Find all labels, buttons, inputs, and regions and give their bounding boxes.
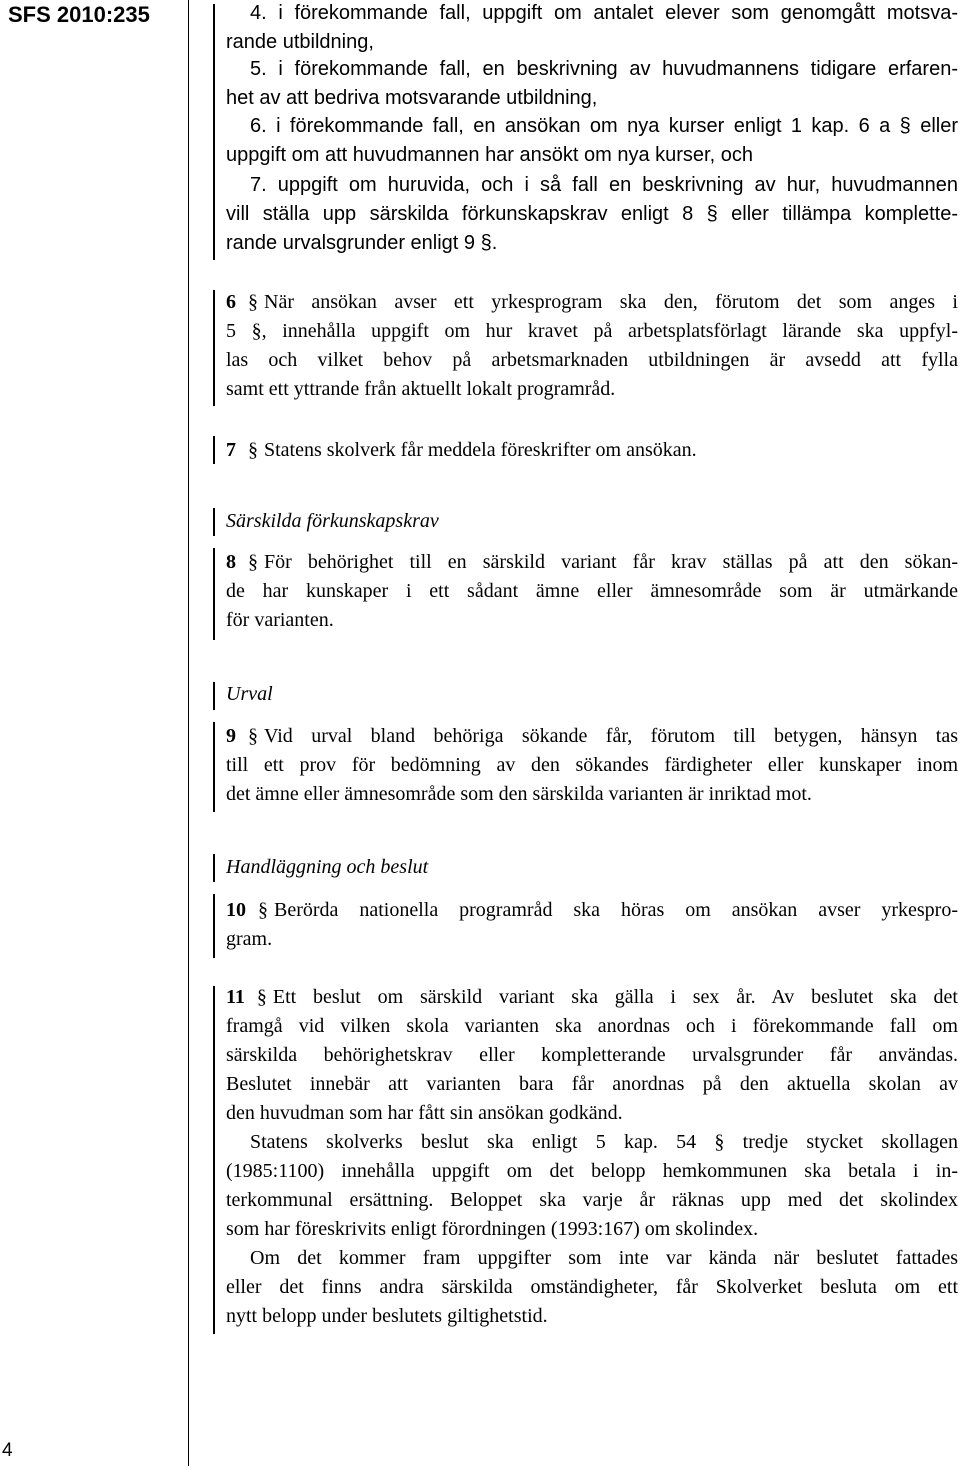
change-bar: [213, 682, 215, 710]
text-line: samt ett yttrande från aktuellt lokalt programråd.: [226, 378, 616, 400]
heading-text: Särskilda förkunskapskrav: [226, 510, 439, 532]
change-bar: [213, 436, 215, 464]
text-line: de har kunskaper i ett sådant ämne eller ämnesområde som är utmärkande: [226, 580, 958, 602]
text-line: 4. i förekommande fall, uppgift om antalet elever som genomgått motsva-: [250, 2, 958, 24]
paragraph-7: [226, 436, 958, 465]
paragraph-first-line: [226, 436, 958, 465]
text-line: för varianten.: [226, 609, 334, 631]
change-bar: [213, 722, 215, 812]
change-bar: [213, 508, 215, 536]
text-line: särskilda behörighetskrav eller kompletterande urvalsgrunder får användas.: [226, 1044, 958, 1066]
paragraph-8: [226, 548, 958, 635]
text-line: 5 §, innehålla uppgift om hur kravet på arbetsplatsförlagt lärande ska uppfyl-: [226, 320, 958, 342]
text-line: vill ställa upp särskilda förkunskapskrav enligt 8 § eller tillämpa komplette-: [226, 203, 958, 225]
paragraph-number: 11: [226, 986, 245, 1008]
paragraph-first-line: [226, 722, 958, 751]
text-line: 6. i förekommande fall, en ansökan om nya kurser enligt 1 kap. 6 a § eller: [250, 115, 958, 137]
sfs-number: SFS 2010:235: [8, 2, 150, 27]
paragraph-11: [226, 983, 958, 1331]
text-line: Statens skolverks beslut ska enligt 5 kap. 54 § tredje stycket skollagen: [250, 1131, 958, 1153]
text-line: till ett prov för bedömning av den sökandes färdigheter eller kunskaper inom: [226, 754, 958, 776]
paragraph-text: Vid urval bland behöriga sökande får, förutom till betygen, hänsyn tas: [264, 725, 958, 747]
section-symbol: §: [248, 439, 258, 461]
change-bar: [213, 4, 215, 260]
text-line: 5. i förekommande fall, en beskrivning av huvudmannens tidigare erfaren-: [250, 58, 958, 80]
paragraph-number: 6: [226, 291, 236, 313]
paragraph-text: Ett beslut om särskild variant ska gälla i sex år. Av beslutet ska det: [272, 986, 958, 1008]
section-symbol: §: [248, 551, 258, 573]
section-heading: [226, 853, 958, 882]
paragraph-text: För behörighet till en särskild variant får krav ställas på att den sökan-: [264, 551, 958, 573]
section-symbol: §: [248, 291, 258, 313]
paragraph-first-line: [226, 896, 958, 925]
change-bar: [213, 290, 215, 406]
text-line: den huvudman som har fått sin ansökan godkänd.: [226, 1102, 623, 1124]
sfs-column: [0, 0, 189, 1466]
section-symbol: §: [248, 725, 258, 747]
heading-text: Handläggning och beslut: [226, 856, 429, 878]
paragraph-number: 9: [226, 725, 236, 747]
paragraph-text: När ansökan avser ett yrkesprogram ska den, förutom det som anges i: [264, 291, 958, 313]
list-item: [226, 112, 958, 170]
text-line: Om det kommer fram uppgifter som inte var kända när beslutet fattades: [250, 1247, 958, 1269]
text-line: uppgift om att huvudmannen har ansökt om nya kurser, och: [226, 144, 753, 166]
change-bar: [213, 548, 215, 640]
text-line: rande utbildning,: [226, 31, 374, 53]
section-symbol: §: [256, 986, 267, 1008]
list-item: [226, 171, 958, 258]
paragraph-6: [226, 288, 958, 404]
text-line: (1985:1100) innehålla uppgift om det belopp hemkommunen ska betala i in-: [226, 1160, 958, 1182]
change-bar: [213, 894, 215, 958]
paragraph-9: [226, 722, 958, 809]
text-line: Beslutet innebär att varianten bara får anordnas på den aktuella skolan av: [226, 1073, 958, 1095]
section-heading: [226, 507, 958, 536]
paragraph-first-line: [226, 983, 958, 1012]
text-line: framgå vid vilken skola varianten ska anordnas och i förekommande fall om: [226, 1015, 958, 1037]
text-line: het av att bedriva motsvarande utbildning,: [226, 87, 598, 109]
text-line: 7. uppgift om huruvida, och i så fall en beskrivning av hur, huvudmannen: [250, 174, 958, 196]
paragraph-text: Statens skolverk får meddela föreskrifter om ansökan.: [264, 439, 697, 461]
paragraph-number: 10: [226, 899, 246, 921]
paragraph-10: [226, 896, 958, 954]
list-item: [226, 55, 958, 113]
paragraph-number: 8: [226, 551, 236, 573]
text-line: las och vilket behov på arbetsmarknaden utbildningen är avsedd att fylla: [226, 349, 958, 371]
change-bar: [213, 986, 215, 1334]
paragraph-number: 7: [226, 439, 236, 461]
text-line: eller det finns andra särskilda omständigheter, får Skolverket besluta om ett: [226, 1276, 958, 1298]
text-line: nytt belopp under beslutets giltighetstid.: [226, 1305, 548, 1327]
text-line: terkommunal ersättning. Beloppet ska varje år räknas upp med det skolindex: [226, 1189, 958, 1211]
heading-text: Urval: [226, 683, 273, 705]
list-item: [226, 0, 958, 57]
text-line: rande urvalsgrunder enligt 9 §.: [226, 232, 498, 254]
paragraph-first-line: [226, 288, 958, 317]
text-line: gram.: [226, 928, 273, 950]
paragraph-text: Berörda nationella programråd ska höras om ansökan avser yrkespro-: [274, 899, 958, 921]
section-heading: [226, 680, 958, 709]
page-number: 4: [2, 1440, 13, 1461]
section-symbol: §: [258, 899, 268, 921]
paragraph-first-line: [226, 548, 958, 577]
text-line: som har föreskrivits enligt förordningen (1993:167) om skolindex.: [226, 1218, 759, 1240]
text-line: det ämne eller ämnesområde som den särskilda varianten är inriktad mot.: [226, 783, 812, 805]
change-bar: [213, 854, 215, 882]
